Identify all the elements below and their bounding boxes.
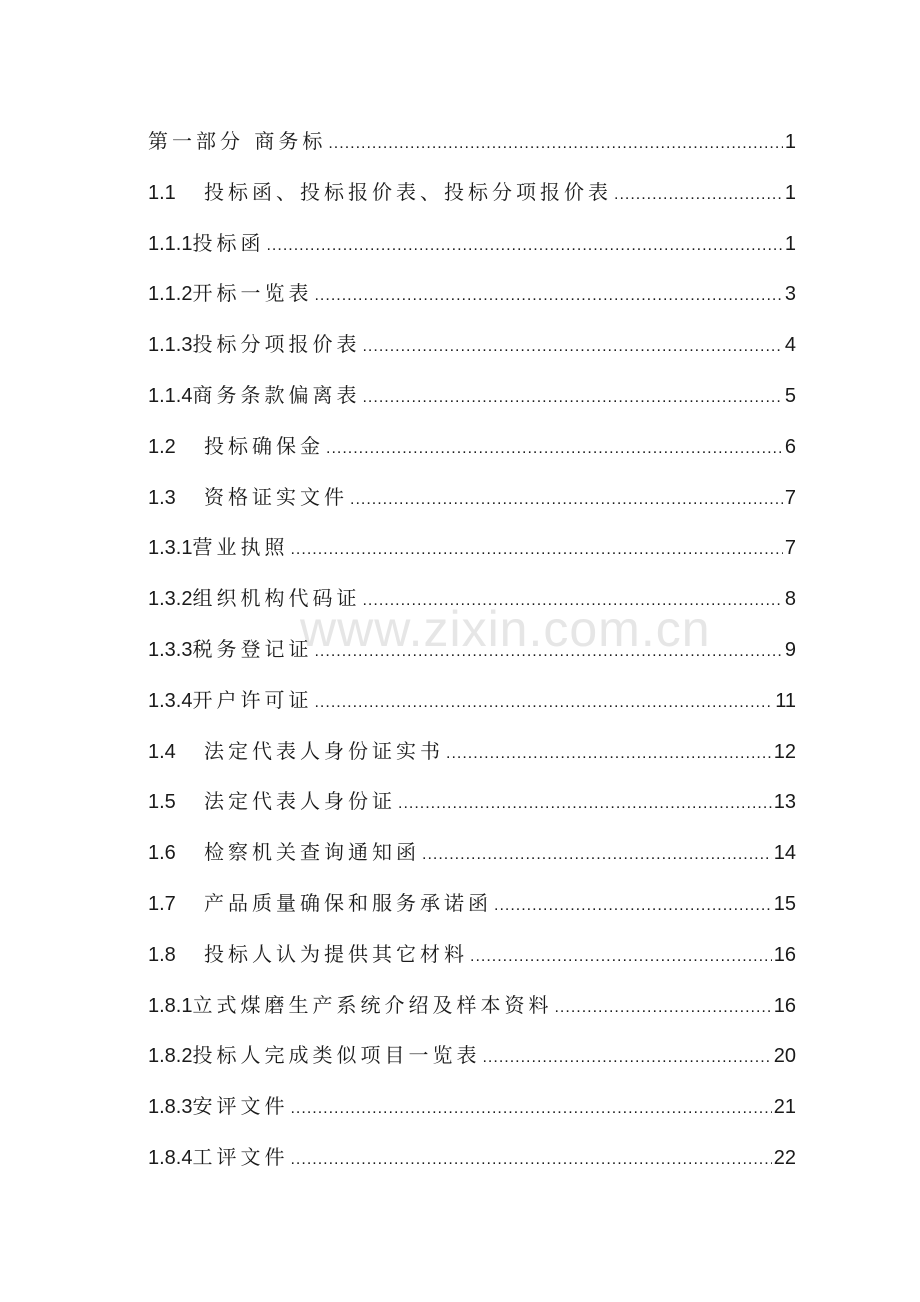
toc-leader-dots [314, 271, 782, 322]
toc-entry-number: 1.1.4 [148, 384, 193, 407]
toc-leader-dots [290, 1135, 771, 1186]
toc-entry[interactable] [148, 675, 796, 726]
toc-leader-dots [314, 678, 773, 729]
toc-entry[interactable] [148, 827, 796, 878]
toc-entry[interactable] [148, 573, 796, 624]
toc-leader-dots [470, 932, 772, 983]
toc-entry-title: 商务条款偏离表 [192, 382, 361, 407]
toc-entry-number: 1.2 [148, 435, 176, 458]
toc-entry-number: 1.3.2 [148, 588, 193, 611]
toc-entry[interactable] [148, 1030, 796, 1081]
toc-entry-page: 5 [784, 384, 796, 407]
toc-leader-dots [328, 119, 783, 170]
toc-entry-title: 营业执照 [192, 535, 289, 560]
toc-entry-title: 立式煤磨生产系统介绍及样本资料 [192, 992, 553, 1017]
toc-entry-number: 1.3.4 [148, 689, 193, 712]
toc-entry-number: 1.8.4 [148, 1146, 193, 1169]
toc-entry-page: 1 [784, 181, 796, 204]
toc-leader-dots [362, 373, 782, 424]
toc-entry-number: 1.1.2 [148, 283, 193, 306]
toc-entry[interactable] [148, 116, 796, 167]
toc-entry-title: 产品质量确保和服务承诺函 [204, 890, 492, 915]
toc-entry-title: 开户许可证 [192, 687, 313, 712]
toc-entry[interactable] [148, 472, 796, 523]
toc-entry[interactable] [148, 624, 796, 675]
toc-leader-dots [314, 627, 782, 678]
toc-entry-number: 1.5 [148, 791, 176, 814]
toc-entry-page: 3 [784, 283, 796, 306]
toc-leader-dots [290, 525, 782, 576]
toc-leader-dots [362, 576, 782, 627]
toc-entry-title: 第一部分 商务标 [148, 129, 327, 153]
toc-entry-title: 投标确保金 [204, 433, 324, 458]
toc-entry-page: 22 [773, 1146, 796, 1169]
toc-entry-page: 20 [773, 1045, 796, 1068]
toc-entry-number: 1.8.3 [148, 1096, 193, 1119]
toc-entry-page: 1 [784, 232, 796, 255]
toc-entry-number: 1.1.1 [148, 232, 193, 255]
toc-entry[interactable] [148, 776, 796, 827]
toc-entry-page: 21 [773, 1096, 796, 1119]
toc-entry-page: 4 [784, 334, 796, 357]
toc-entry-title: 安评文件 [192, 1094, 289, 1119]
toc-entry[interactable] [148, 522, 796, 573]
toc-entry[interactable] [148, 1081, 796, 1132]
toc-entry-number: 1.8.2 [148, 1045, 193, 1068]
toc-entry-page: 8 [784, 588, 796, 611]
toc-leader-dots [494, 881, 772, 932]
toc-entry-title: 检察机关查询通知函 [204, 840, 420, 865]
toc-entry-title: 投标函 [192, 230, 265, 255]
toc-entry[interactable] [148, 370, 796, 421]
toc-entry-page: 7 [784, 537, 796, 560]
toc-leader-dots [554, 983, 771, 1034]
toc-entry-number: 1.8.1 [148, 994, 193, 1017]
toc-entry-title: 法定代表人身份证 [204, 789, 396, 814]
toc-leader-dots [482, 1033, 771, 1084]
toc-entry-number: 1.3 [148, 486, 176, 509]
toc-entry-page: 14 [773, 842, 796, 865]
toc-entry[interactable] [148, 980, 796, 1031]
toc-entry-page: 15 [773, 892, 796, 915]
toc-leader-dots [290, 1084, 771, 1135]
toc-entry-title: 投标人认为提供其它材料 [204, 941, 468, 966]
toc-entry-number: 1.6 [148, 842, 176, 865]
toc-entry-title: 投标函、投标报价表、投标分项报价表 [204, 179, 612, 204]
toc-entry-title: 税务登记证 [192, 636, 313, 661]
toc-leader-dots [326, 424, 783, 475]
toc-entry-page: 16 [773, 994, 796, 1017]
toc-entry-title: 法定代表人身份证实书 [204, 738, 444, 763]
toc-leader-dots [362, 322, 782, 373]
toc-entry[interactable] [148, 878, 796, 929]
toc-entry-title: 投标人完成类似项目一览表 [192, 1043, 481, 1068]
toc-leader-dots [422, 830, 772, 881]
toc-entry-title: 组织机构代码证 [192, 586, 361, 611]
toc-entry-number: 1.4 [148, 740, 176, 763]
toc-entry-page: 16 [773, 943, 796, 966]
toc-entry-number: 1.3.1 [148, 537, 193, 560]
toc-entry-page: 13 [773, 791, 796, 814]
toc-entry[interactable] [148, 167, 796, 218]
toc-leader-dots [446, 729, 772, 780]
toc-entry-page: 9 [784, 638, 796, 661]
toc-leader-dots [398, 779, 772, 830]
toc-entry-title: 投标分项报价表 [192, 332, 361, 357]
toc-entry-title: 开标一览表 [192, 281, 313, 306]
toc-entry-title: 工评文件 [192, 1144, 289, 1169]
toc-entry-number: 1.1 [148, 181, 176, 204]
toc-entry-page: 6 [784, 435, 796, 458]
table-of-contents [148, 116, 796, 1183]
toc-entry-number: 1.7 [148, 892, 176, 915]
toc-entry[interactable] [148, 319, 796, 370]
toc-entry-page: 12 [773, 740, 796, 763]
toc-entry-number: 1.8 [148, 943, 176, 966]
toc-leader-dots [614, 170, 783, 221]
watermark: www.zixin.com.cn [300, 601, 711, 657]
toc-entry[interactable] [148, 268, 796, 319]
toc-entry[interactable] [148, 421, 796, 472]
toc-entry-page: 11 [775, 689, 796, 712]
toc-entry-number: 1.1.3 [148, 334, 193, 357]
toc-entry[interactable] [148, 1132, 796, 1183]
toc-entry[interactable] [148, 218, 796, 269]
toc-entry[interactable] [148, 726, 796, 777]
toc-leader-dots [350, 475, 783, 526]
toc-entry-number: 1.3.3 [148, 638, 193, 661]
toc-entry-page: 7 [784, 486, 796, 509]
toc-leader-dots [266, 221, 782, 272]
toc-entry-page: 1 [784, 131, 796, 153]
toc-entry[interactable] [148, 929, 796, 980]
toc-entry-title: 资格证实文件 [204, 484, 348, 509]
